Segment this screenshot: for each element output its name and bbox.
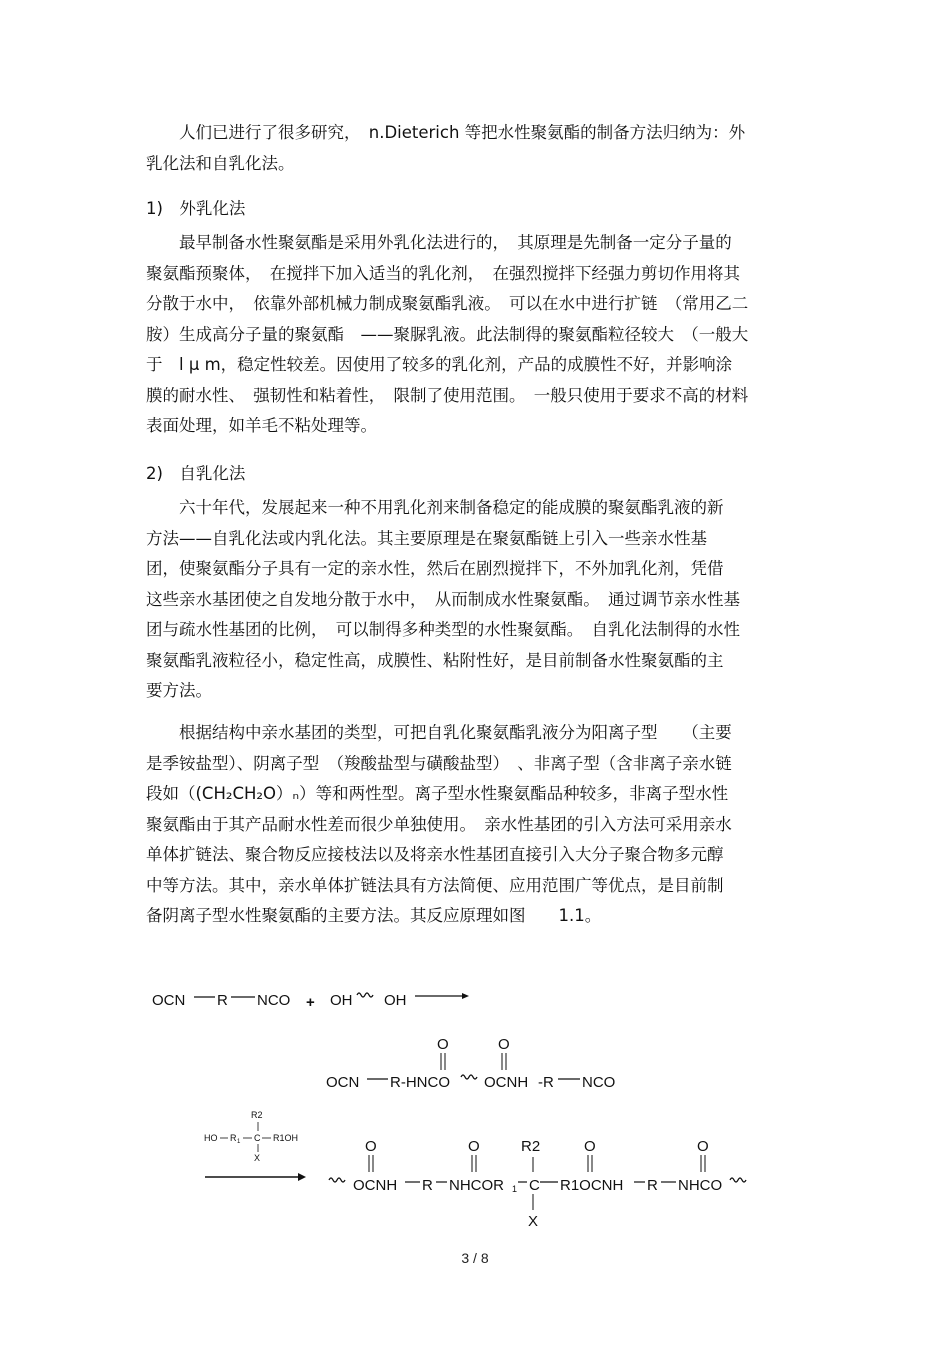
nco-label: NCO (582, 1074, 616, 1091)
subscript-label: 1 (512, 1184, 518, 1194)
reagent-ho-label: HO (204, 1133, 218, 1143)
ocn-label: OCN (326, 1074, 360, 1091)
polymer-chain-wavy (730, 1178, 746, 1182)
paragraph-intro (146, 118, 806, 179)
text-line: 这些亲水基团使之自发地分散于水中， 从而制成水性聚氨酯。 通过调节亲水性基 (146, 589, 740, 609)
text-line: 胺）生成高分子量的聚氨酯 ——聚脲乳液。此法制得的聚氨酯粒径较大 （一般大 (146, 324, 749, 344)
reagent-r1-label: R (230, 1133, 237, 1143)
r2-substituent-label: R2 (521, 1138, 541, 1155)
polymer-chain-wavy (461, 1075, 477, 1079)
text-line: 聚氨酯乳液粒径小，稳定性高，成膜性、粘附性好，是目前制备水性聚氨酯的主 (146, 650, 724, 670)
oxygen-label: O (468, 1138, 480, 1155)
text-line: 人们已进行了很多研究， n.Dieterich 等把水性聚氨酯的制备方法归纳为：外 (146, 123, 746, 142)
carbon-label: C (529, 1177, 540, 1194)
urethane-label: R-HNCO (390, 1074, 450, 1091)
text-line: 乳化法和自乳化法。 (146, 153, 295, 173)
paragraph-external-emulsification (146, 228, 806, 442)
text-line: 表面处理，如羊毛不粘处理等。 (146, 416, 377, 435)
text-line: 团，使聚氨酯分子具有一定的亲水性，然后在剧烈搅拌下，不外加乳化剂，凭借 (146, 559, 724, 578)
reagent-x-label: X (254, 1153, 261, 1163)
oxygen-label: O (498, 1036, 510, 1053)
urethane-label: OCNH (484, 1074, 529, 1091)
text-line: 备阴离子型水性聚氨酯的主要方法。其反应原理如图 1.1。 (146, 906, 602, 925)
paragraph-self-emulsification (146, 493, 806, 707)
text-line: 聚氨酯预聚体， 在搅拌下加入适当的乳化剂， 在强烈搅拌下经强力剪切作用将其 (146, 263, 740, 283)
urethane-label: NHCO (678, 1177, 723, 1194)
urethane-label: R1OCNH (560, 1177, 624, 1194)
text-line: 最早制备水性聚氨酯是采用外乳化法进行的， 其原理是先制备一定分子量的 (146, 233, 732, 252)
urethane-label: NHCOR (449, 1177, 504, 1194)
nco-label: NCO (257, 992, 291, 1009)
r-label: R (647, 1177, 658, 1194)
reagent-subscript: 1 (237, 1139, 241, 1145)
urethane-label: OCNH (353, 1177, 398, 1194)
text-line: 段如（(CH₂CH₂O）ₙ）等和两性型。离子型水性聚氨酯品种较多，非离子型水性 (146, 784, 729, 803)
reagent-carbon-label: C (254, 1133, 261, 1143)
text-line: 单体扩链法、聚合物反应接枝法以及将亲水性基团直接引入大分子聚合物多元醇 (146, 845, 724, 864)
oxygen-label: O (365, 1138, 377, 1155)
paragraph-hydrophilic-groups (146, 718, 806, 932)
reagent-r1oh-label: R1OH (273, 1133, 299, 1143)
oxygen-label: O (697, 1138, 709, 1155)
polymer-chain-wavy (329, 1178, 345, 1182)
oxygen-label: O (584, 1138, 596, 1155)
text-line: 中等方法。其中，亲水单体扩链法具有方法简便、应用范围广等优点，是目前制 (146, 875, 724, 895)
r-label: R (422, 1177, 433, 1194)
reaction-scheme (0, 975, 950, 1235)
text-line: 方法——自乳化法或内乳化法。其主要原理是在聚氨酯链上引入一些亲水性基 (146, 528, 707, 548)
text-line: 团与疏水性基团的比例， 可以制得多种类型的水性聚氨酯。 自乳化法制得的水性 (146, 620, 740, 639)
oh-label: OH (384, 992, 407, 1009)
page-number: 3 / 8 (461, 1250, 489, 1266)
oh-label: OH (330, 992, 353, 1009)
text-line: 根据结构中亲水基团的类型，可把自乳化聚氨酯乳液分为阳离子型 （主要 (146, 723, 732, 742)
text-line: 要方法。 (146, 681, 212, 700)
r-label: R (217, 992, 228, 1009)
text-line: 是季铵盐型）、阴离子型 （羧酸盐型与磺酸盐型） 、非离子型（含非离子亲水链 (146, 753, 732, 773)
polymer-chain-wavy (357, 993, 373, 997)
text-line: 六十年代，发展起来一种不用乳化剂来制备稳定的能成膜的聚氨酯乳液的新 (146, 498, 724, 517)
text-line: 分散于水中， 依靠外部机械力制成聚氨酯乳液。 可以在水中进行扩链 （常用乙二 (146, 294, 749, 313)
r-label: -R (538, 1074, 554, 1091)
plus-sign: + (306, 994, 315, 1011)
section-heading-self-emulsification: 2) 自乳化法 (146, 464, 246, 483)
x-substituent-label: X (528, 1213, 539, 1230)
oxygen-label: O (437, 1036, 449, 1053)
text-line: 聚氨酯由于其产品耐水性差而很少单独使用。 亲水性基团的引入方法可采用亲水 (146, 814, 732, 834)
ocn-label: OCN (152, 992, 186, 1009)
reagent-r2-label: R2 (251, 1110, 263, 1120)
section-heading-external-emulsification: 1) 外乳化法 (146, 199, 246, 218)
text-line: 膜的耐水性、 强韧性和粘着性， 限制了使用范围。 一般只使用于要求不高的材料 (146, 385, 749, 405)
text-line: 于 l μ m，稳定性较差。因使用了较多的乳化剂，产品的成膜性不好，并影响涂 (146, 355, 733, 374)
